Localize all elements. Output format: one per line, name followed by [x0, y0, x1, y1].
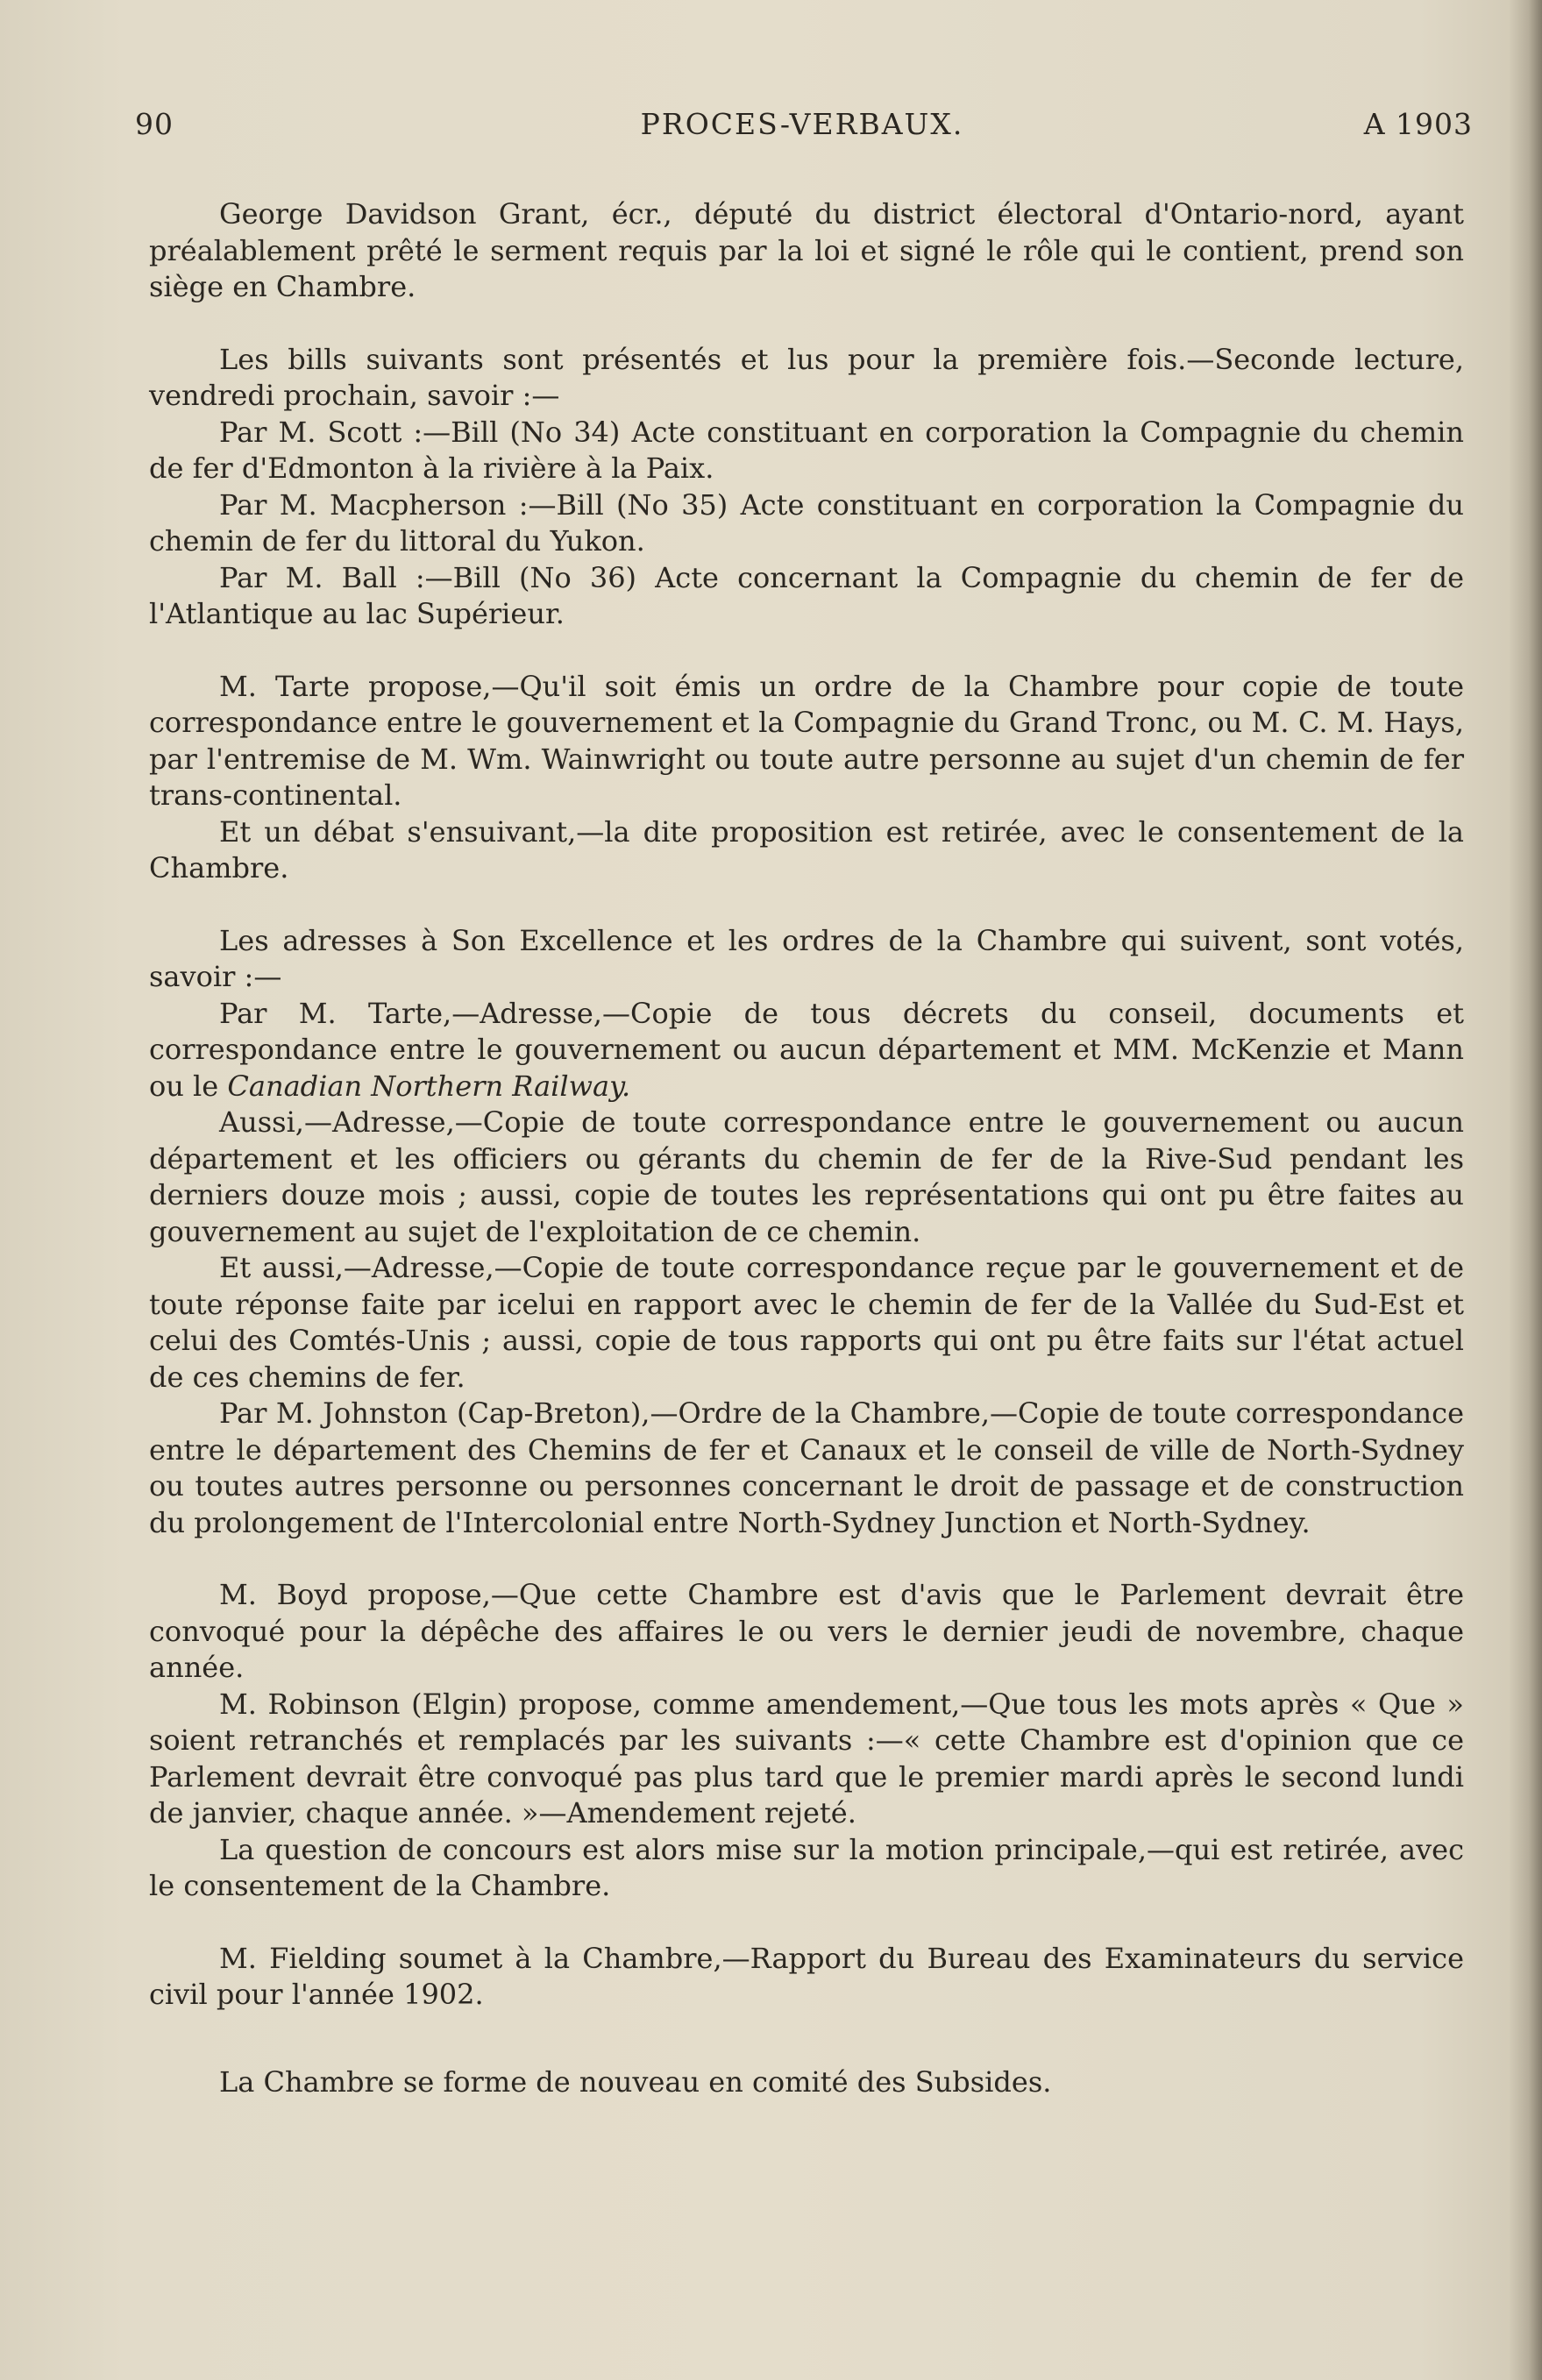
page-title: PROCES-VERBAUX. [640, 107, 964, 141]
tarte-address-text: Par M. Tarte,—Adresse,—Copie de tous décrets du conseil, documents et correspondance entre le gouvernement ou aucun département et MM. McKenzie et Mann ou le [149, 996, 1464, 1103]
paragraph-rive-sud: Aussi,—Adresse,—Copie de toute correspondance entre le gouvernement ou aucun département et les officiers ou gérants du chemin de fer de la Rive-Sud pendant les derniers douze mois ; aussi, copie de toutes les représentations qui ont pu être faites au gouvernement au sujet de l'exploitation de ce chemin. [149, 1105, 1464, 1248]
paragraph-addresses-intro: Les adresses à Son Excellence et les ordres de la Chambre qui suivent, sont votés, savoir :— [149, 923, 1464, 993]
paragraph-johnston: Par M. Johnston (Cap-Breton),—Ordre de la Chambre,—Copie de toute correspondance entre le département des Chemins de fer et Canaux et le conseil de ville de North-Sydney ou toutes autres personne ou personnes concernant le droit de passage et de construction du prolongement de l'Intercolonial entre North-Sydney Junction et North-Sydney. [149, 1396, 1464, 1539]
running-head [131, 107, 1473, 151]
paragraph-vallee-sud-est: Et aussi,—Adresse,—Copie de toute correspondance reçue par le gouvernement et de toute réponse faite par icelui en rapport avec le chemin de fer de la Vallée du Sud-Est et celui des Comtés-Unis ; aussi, copie de tous rapports qui ont pu être faits sur l'état actuel de ces chemins de fer. [149, 1251, 1464, 1394]
paragraph-bill-34: Par M. Scott :—Bill (No 34) Acte constituant en corporation la Compagnie du chemin de fer d'Edmonton à la rivière à la Paix. [149, 415, 1464, 485]
paragraph-bill-36: Par M. Ball :—Bill (No 36) Acte concernant la Compagnie du chemin de fer de l'Atlantique au lac Supérieur. [149, 560, 1464, 630]
paragraph-tarte-withdrawn: Et un débat s'ensuivant,—la dite proposition est retirée, avec le consentement de la Chambre. [149, 814, 1464, 885]
paragraph-tarte-motion: M. Tarte propose,—Qu'il soit émis un ordre de la Chambre pour copie de toute correspondance entre le gouvernement et la Compagnie du Grand Tronc, ou M. C. M. Hays, par l'entremise de M. Wm. Wainwright ou toute autre personne au sujet d'un chemin de fer trans-continental. [149, 669, 1464, 812]
page-gutter-shadow [1509, 0, 1542, 2380]
paragraph-boyd-motion: M. Boyd propose,—Que cette Chambre est d'avis que le Parlement devrait être convoqué pour la dépêche des affaires le ou vers le dernier jeudi de novembre, chaque année. [149, 1578, 1464, 1684]
paragraph-subsides: La Chambre se forme de nouveau en comité des Subsides. [219, 2064, 1052, 2099]
railway-name: Canadian Northern Railway. [227, 1069, 631, 1103]
page-number: 90 [135, 107, 174, 141]
paragraph-tarte-address [149, 996, 1464, 1105]
session-year: A 1903 [1363, 107, 1473, 141]
paragraph-bills-intro: Les bills suivants sont présentés et lus pour la première fois.—Seconde lecture, vendredi prochain, savoir :— [149, 342, 1464, 412]
paragraph-fielding-report: M. Fielding soumet à la Chambre,—Rapport du Bureau des Examinateurs du service civil pour l'année 1902. [149, 1941, 1464, 2011]
proceedings-text [149, 196, 1464, 2100]
paragraph-grant: George Davidson Grant, écr., député du district électoral d'Ontario-nord, ayant préalablement prêté le serment requis par la loi et signé le rôle qui le contient, prend son siège en Chambre. [149, 197, 1464, 303]
paragraph-bill-35: Par M. Macpherson :—Bill (No 35) Acte constituant en corporation la Compagnie du chemin de fer du littoral du Yukon. [149, 487, 1464, 558]
paragraph-main-motion: La question de concours est alors mise sur la motion principale,—qui est retirée, avec le consentement de la Chambre. [149, 1832, 1464, 1902]
paragraph-robinson-amendment: M. Robinson (Elgin) propose, comme amendement,—Que tous les mots après « Que » soient retranchés et remplacés par les suivants :—« cette Chambre est d'opinion que ce Parlement devrait être convoqué pas plus tard que le premier mardi après le second lundi de janvier, chaque année. »—Amendement rejeté. [149, 1687, 1464, 1829]
